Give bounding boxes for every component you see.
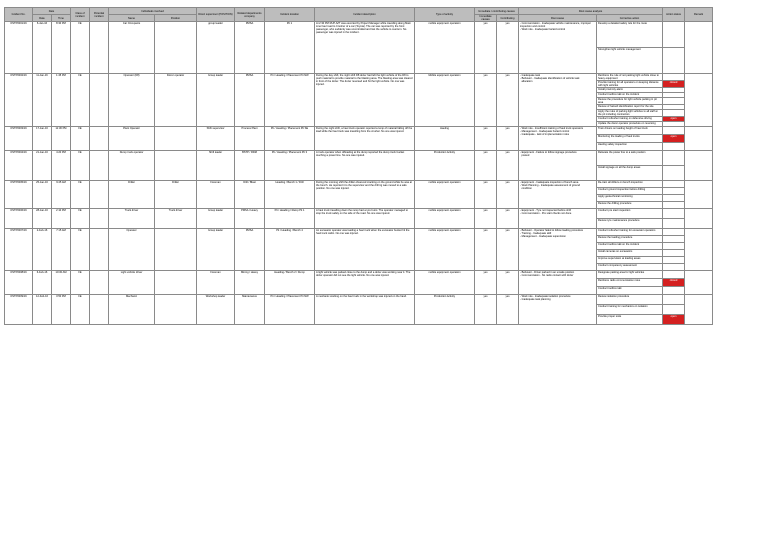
root-cause-cell: - Equipment - Failure to follow signage procedure posted <box>519 151 597 181</box>
time-cell: 3:50 PM <box>52 295 71 325</box>
action-status-cell <box>663 236 685 243</box>
contributing-cell: yes <box>497 151 519 181</box>
potential-cell <box>90 209 109 229</box>
name-cell: Light vehicle driver <box>109 271 155 295</box>
supervisor-cell: Shift supervisor <box>197 127 235 151</box>
description-cell: During the day shift, the night shift D8 dozer had left the light vehicle of the D8 to push material to provide material to the blasting area. The blasting area was cleared in front of the dozer. The dozer reversed and hit the light vehicle. No one was injured. <box>315 74 415 127</box>
remark-cell <box>685 181 713 209</box>
corrective-action-cell: Provide proper tools <box>597 315 663 325</box>
action-status-cell <box>663 209 685 219</box>
potential-cell <box>90 74 109 127</box>
time-cell: 2:10 PM <box>52 209 71 229</box>
corrective-action-cell: Relocate the power line to a safe position <box>597 151 663 166</box>
contributing-cell: yes <box>497 74 519 127</box>
department-cell: Drill / Blast <box>235 181 265 209</box>
name-cell: Operator (D8) <box>109 74 155 127</box>
contributing-cell: yes <box>497 271 519 295</box>
action-status-cell <box>663 295 685 305</box>
incident-no-cell: OSTP0005/16 <box>5 181 33 209</box>
corrective-action-cell: Conduct training for mechanics on isolation <box>597 305 663 315</box>
action-status-cell <box>663 271 685 279</box>
location-cell: Pit / Heading / Placement Pit NW <box>265 295 315 325</box>
action-status-cell <box>663 229 685 236</box>
department-cell: Maintenance <box>235 295 265 325</box>
potential-cell <box>90 127 109 151</box>
corrective-action-cell: Conduct toolbox talk on the incident <box>597 243 663 250</box>
description-cell: A mechanic working on the haul truck in the workshop was injured on the hand. <box>315 295 415 325</box>
immediate-causes-cell: yes <box>475 271 497 295</box>
root-cause-cell: - Communication - Inadequate vehicle maintenance, improper inspection and control - Work rule - Inadequate hazard control <box>519 22 597 74</box>
name-cell: Mechanic <box>109 295 155 325</box>
activity-cell: Hauling <box>415 127 475 151</box>
remark-cell <box>685 22 713 74</box>
incident-no-cell: OSTP0003/16 <box>5 127 33 151</box>
contributing-cell: yes <box>497 22 519 74</box>
activity-cell: mobile equipment operation <box>415 209 475 229</box>
supervisor-cell: group leader <box>197 22 235 74</box>
root-cause-cell: - Inadequate task - Behavior - Inadequate identification of vehicle task allocation <box>519 74 597 127</box>
description-cell: At 2:30 PM RUP AZT was escorted by Project Manager while travelling along Main Line haul road to Crusher of a car (Toyota). The car was reported by the front passenger, who suddenly was uncontrolled and lost the vehicle to overturn. No passenger was injured in the incident. <box>315 22 415 74</box>
department-cell: PMSA / Heavy <box>235 209 265 229</box>
class-cell: FE <box>71 271 90 295</box>
header-class: Class of incident <box>71 8 90 22</box>
header-persons-group: Individuals involved <box>109 8 197 15</box>
supervisor-cell: Group leader <box>197 229 235 271</box>
header-status: Action status <box>663 8 685 22</box>
action-status-cell <box>663 264 685 271</box>
root-cause-cell: - Work rule - Inadequate isolation procedure - Inadequate task planning <box>519 295 597 325</box>
corrective-action-cell: Conduct ground inspection before drilling <box>597 188 663 195</box>
location-cell: Heading / Bench 1 / Drill <box>265 181 315 209</box>
position-cell: Dozer operator <box>155 74 197 127</box>
remark-cell <box>685 295 713 325</box>
table-row <box>5 151 713 166</box>
contributing-cell: yes <box>497 127 519 151</box>
header-name: Name <box>109 15 155 22</box>
header-immediate-causes: Immediate causes <box>475 15 497 22</box>
root-cause-cell: - Work rule - Insufficient training of haul truck operators - Management - Inadequate hazard control - Inadequate - lack of implementation rules <box>519 127 597 151</box>
table-row <box>5 127 713 135</box>
action-status-cell <box>663 305 685 315</box>
incident-register-table <box>4 7 713 325</box>
supervisor-cell: Group leader <box>197 209 235 229</box>
location-cell: Heading / Bench 2 / Dump <box>265 271 315 295</box>
corrective-action-cell: Improve supervision at loading areas <box>597 257 663 264</box>
corrective-action-cell: Review the drilling procedure <box>597 202 663 209</box>
corrective-action-cell: Develop a detailed safety rule for the route <box>597 22 663 48</box>
time-cell: 11:30 PM <box>52 127 71 151</box>
potential-cell <box>90 271 109 295</box>
table-row <box>5 181 713 188</box>
table-row <box>5 22 713 48</box>
immediate-causes-cell: yes <box>475 74 497 127</box>
activity-cell: mobile equipment operation <box>415 22 475 74</box>
immediate-causes-cell: yes <box>475 127 497 151</box>
class-cell: FE <box>71 151 90 181</box>
corrective-action-cell: Conduct refresher training on defensive driving <box>597 117 663 122</box>
location-cell: Pit / Heading / Ramp Pit 1 <box>265 209 315 229</box>
header-time: Time <box>52 15 71 22</box>
location-cell: Pit 1 <box>265 22 315 74</box>
name-cell: Dump truck operator <box>109 151 155 181</box>
class-cell: FE <box>71 127 90 151</box>
class-cell: FE <box>71 229 90 271</box>
immediate-causes-cell: yes <box>475 22 497 74</box>
remark-cell <box>685 209 713 229</box>
time-cell: 4:20 PM <box>52 151 71 181</box>
name-cell: Operator <box>109 229 155 271</box>
position-cell <box>155 22 197 74</box>
root-cause-cell: - Behavior - Operator failed to follow loading procedure - Training - Inadequate skill - Management - Inadequate supervision <box>519 229 597 271</box>
corrective-action-cell: Conduct competency assessment <box>597 264 663 271</box>
table-row <box>5 74 713 81</box>
description-cell: During the night shift, a haul truck operator reported a lump of material falling off the load while the haul truck was travelling from the crusher. No one was injured. <box>315 127 415 151</box>
action-status-cell <box>663 127 685 135</box>
corrective-action-cell: Provide training for all operators on keeping distance with light vehicles <box>597 81 663 88</box>
header-department: Related departments company <box>235 8 265 22</box>
contributing-cell: yes <box>497 295 519 325</box>
header-contributing: Contributing <box>497 15 519 22</box>
corrective-action-cell: Install cameras on excavators <box>597 250 663 257</box>
date-cell: 25-Jan-16 <box>33 181 52 209</box>
position-cell <box>155 229 197 271</box>
remark-cell <box>685 151 713 181</box>
description-cell: During the morning shift the driller observed cracking on the ground while he was at the bench. He reported it to the supervisor and the drill rig was moved to a safe position. No one was injured. <box>315 181 415 209</box>
time-cell: 8:30 PM <box>52 22 71 74</box>
department-cell: BSTP / RDM <box>235 151 265 181</box>
supervisor-cell: Foreman <box>197 271 235 295</box>
corrective-action-cell: Apply the rules of parking light vehicles to all staff at the pit including contractors <box>597 110 663 117</box>
time-cell: 10:30 AM <box>52 271 71 295</box>
contributing-cell: yes <box>497 209 519 229</box>
position-cell <box>155 295 197 325</box>
corrective-action-cell: Review the loading procedure <box>597 236 663 243</box>
supervisor-cell: Foreman <box>197 181 235 209</box>
action-status-cell <box>663 243 685 250</box>
name-cell: Truck driver <box>109 209 155 229</box>
header-incident-no: Incident No. <box>5 8 33 22</box>
action-status-cell <box>663 143 685 151</box>
action-status-cell <box>663 250 685 257</box>
date-cell: 28-Jan-16 <box>33 209 52 229</box>
corrective-action-cell: Conduct toolbox talk <box>597 287 663 295</box>
position-cell: Driller <box>155 181 197 209</box>
header-activity: Type of activity <box>415 8 475 22</box>
corrective-action-cell: Designate parking area for light vehicles <box>597 271 663 279</box>
action-status-cell <box>663 74 685 81</box>
header-immediate-group: Immediate / contributing causes <box>475 8 519 15</box>
corrective-action-cell: Reinforce radio communication rules <box>597 279 663 287</box>
incident-no-cell: OSTP0002/16 <box>5 74 33 127</box>
corrective-action-cell: Install proximity alarm <box>597 88 663 93</box>
potential-cell <box>90 22 109 74</box>
department-cell: PMSA <box>235 74 265 127</box>
root-cause-cell: - Equipment - Inadequate inspection of bench area - Work Planning - Inadequate assessment of ground condition <box>519 181 597 209</box>
corrective-action-cell: Apply geotechnical monitoring <box>597 195 663 202</box>
class-cell: FE <box>71 295 90 325</box>
time-cell: 9:45 AM <box>52 181 71 209</box>
department-cell: Mining / Heavy <box>235 271 265 295</box>
potential-cell <box>90 295 109 325</box>
header-potential: Potential incident <box>90 8 109 22</box>
activity-cell: Production Activity <box>415 295 475 325</box>
position-cell <box>155 127 197 151</box>
action-status-cell <box>663 219 685 229</box>
action-status-cell: closed <box>663 279 685 287</box>
class-cell: FE <box>71 209 90 229</box>
action-status-cell <box>663 202 685 209</box>
name-cell: Car Occupants <box>109 22 155 74</box>
header-root-group: Root cause analysis <box>519 8 663 15</box>
immediate-causes-cell: yes <box>475 295 497 325</box>
header-remark: Remark <box>685 8 713 22</box>
incident-register-sheet <box>4 7 712 325</box>
description-cell: A truck operator when offloading at the dump reported the dump truck bucket touching a power line. No one was injured. <box>315 151 415 181</box>
action-status-cell <box>663 257 685 264</box>
activity-cell: mobile equipment operation <box>415 181 475 209</box>
header-root-cause: Root cause <box>519 15 597 22</box>
description-cell: A haul truck travelling down the ramp had a tyre burst. The operator managed to stop the truck safely on the side of the road. No one was injured. <box>315 209 415 229</box>
corrective-action-cell: Reinforce the rule of not parking light vehicle close to heavy equipment <box>597 74 663 81</box>
activity-cell: mobile equipment operation <box>415 271 475 295</box>
supervisor-cell: Group leader <box>197 74 235 127</box>
location-cell: Pit / Heading / Placement Pit SE <box>265 127 315 151</box>
root-cause-cell: - Equipment - Tyre not inspected before shift - Communication - Pre start checks not done <box>519 209 597 229</box>
header-corrective: Corrective action <box>597 15 663 22</box>
corrective-action-cell: Re-train all drillers on bench inspection <box>597 181 663 188</box>
class-cell: FE <box>71 22 90 74</box>
corrective-action-cell: Hauling safety inspection <box>597 143 663 151</box>
table-row <box>5 209 713 219</box>
time-cell: 1:45 PM <box>52 74 71 127</box>
contributing-cell: yes <box>497 181 519 209</box>
immediate-causes-cell: yes <box>475 209 497 229</box>
corrective-action-cell: Conduct refresher training for excavator operators <box>597 229 663 236</box>
incident-no-cell: OSTP0006/16 <box>5 209 33 229</box>
date-cell: 11-Jan-16 <box>33 74 52 127</box>
corrective-action-cell: Conduct pre start inspection <box>597 209 663 219</box>
class-cell: FE <box>71 181 90 209</box>
description-cell: An excavator operator was loading a haul truck when the excavator bucket hit the haul truck cabin. No one was injured. <box>315 229 415 271</box>
corrective-action-cell: Review isolation procedure <box>597 295 663 305</box>
remark-cell <box>685 74 713 127</box>
date-cell: 6-Jan-16 <box>33 22 52 74</box>
class-cell: FE <box>71 74 90 127</box>
table-row <box>5 229 713 236</box>
activity-cell: Mobile equipment operation <box>415 74 475 127</box>
incident-rows <box>5 22 713 325</box>
header-location: Incident location <box>265 8 315 22</box>
action-status-cell <box>663 181 685 188</box>
header-description: Incident description <box>315 8 415 22</box>
remark-cell <box>685 271 713 295</box>
remark-cell <box>685 229 713 271</box>
location-cell: Pit / Heading / Placement Pit 3 <box>265 151 315 181</box>
description-cell: A light vehicle was parked close to the dump and a dozer was working near it. The dozer operator did not see the light vehicle. No one was injured. <box>315 271 415 295</box>
action-status-cell: open <box>663 135 685 143</box>
incident-no-cell: OSTP0008/16 <box>5 271 33 295</box>
action-status-cell <box>663 188 685 195</box>
header-position: Position <box>155 15 197 22</box>
incident-no-cell: OSTP0007/16 <box>5 229 33 271</box>
department-cell: PMSA <box>235 22 265 74</box>
incident-no-cell: OSTP0004/16 <box>5 151 33 181</box>
header-date: Date <box>33 15 52 22</box>
corrective-action-cell: Train drivers on loading height of haul truck <box>597 127 663 135</box>
corrective-action-cell: Review tyre maintenance procedure <box>597 219 663 229</box>
action-status-cell <box>663 287 685 295</box>
root-cause-cell: - Behavior - Driver parked in an unsafe position - Communication - No radio contact with dozer <box>519 271 597 295</box>
potential-cell <box>90 151 109 181</box>
incident-no-cell: OSTP0009/16 <box>5 295 33 325</box>
header-date-group: Date <box>33 8 71 15</box>
date-cell: 2-Feb-16 <box>33 229 52 271</box>
table-row <box>5 295 713 305</box>
corrective-action-cell: Review of hazard identification report for the site <box>597 105 663 110</box>
action-status-cell <box>663 110 685 117</box>
location-cell: Pit / Heading / Bench 4 <box>265 229 315 271</box>
name-cell: Driller <box>109 181 155 209</box>
potential-cell <box>90 229 109 271</box>
header-supervisor: Direct supervisor (POSITION) <box>197 8 235 22</box>
action-status-cell: open <box>663 117 685 122</box>
contributing-cell: yes <box>497 229 519 271</box>
action-status-cell: closed <box>663 81 685 88</box>
action-status-cell <box>663 151 685 166</box>
date-cell: 17-Jan-16 <box>33 127 52 151</box>
incident-no-cell: OSTP0001/16 <box>5 22 33 74</box>
potential-cell <box>90 181 109 209</box>
date-cell: 6-Feb-16 <box>33 271 52 295</box>
action-status-cell <box>663 22 685 48</box>
action-status-cell <box>663 166 685 181</box>
activity-cell: Production Activity <box>415 151 475 181</box>
date-cell: 12-Feb-16 <box>33 295 52 325</box>
corrective-action-cell: Strengthen light vehicle management <box>597 48 663 74</box>
immediate-causes-cell: yes <box>475 229 497 271</box>
immediate-causes-cell: yes <box>475 151 497 181</box>
corrective-action-cell: Review the procedure for light vehicle parking in pit area <box>597 98 663 105</box>
activity-cell: mobile equipment operation <box>415 229 475 271</box>
department-cell: PMSA <box>235 229 265 271</box>
action-status-cell: open <box>663 315 685 325</box>
corrective-action-cell: Monitoring the loading of haul trucks <box>597 135 663 143</box>
supervisor-cell: Workshop leader <box>197 295 235 325</box>
corrective-action-cell: Update the dozer operator procedure on reversing <box>597 122 663 127</box>
position-cell <box>155 151 197 181</box>
action-status-cell <box>663 98 685 105</box>
action-status-cell <box>663 195 685 202</box>
date-cell: 21-Jan-16 <box>33 151 52 181</box>
department-cell: Process Plant <box>235 127 265 151</box>
corrective-action-cell: Install signage on all the dump areas <box>597 166 663 181</box>
time-cell: 7:15 AM <box>52 229 71 271</box>
table-row <box>5 271 713 279</box>
supervisor-cell: Shift leader <box>197 151 235 181</box>
location-cell: Pit / Heading / Placement Pit NW <box>265 74 315 127</box>
action-status-cell <box>663 48 685 74</box>
name-cell: Plant Operator <box>109 127 155 151</box>
remark-cell <box>685 127 713 151</box>
position-cell: Truck driver <box>155 209 197 229</box>
immediate-causes-cell: yes <box>475 181 497 209</box>
position-cell <box>155 271 197 295</box>
corrective-action-cell: Conduct toolbox talk on the incident <box>597 93 663 98</box>
